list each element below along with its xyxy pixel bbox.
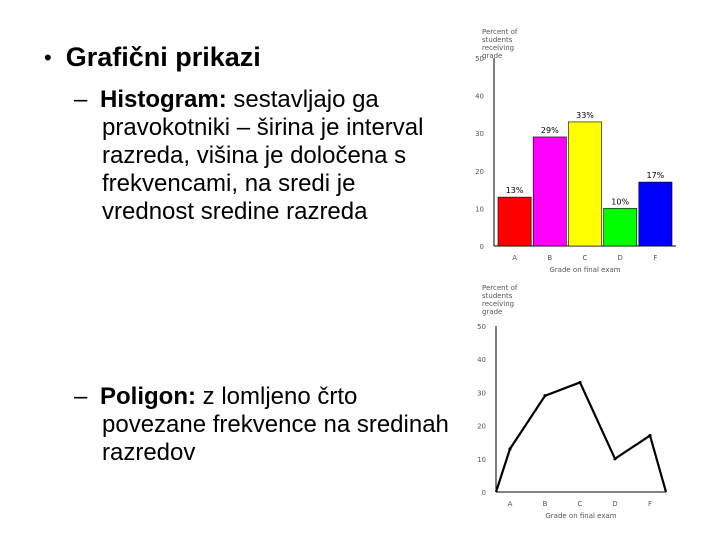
bar-data-label: 33% <box>576 110 594 120</box>
y-tick-label: 50 <box>477 323 486 331</box>
polygon-lead: z lomljeno črto <box>202 383 358 410</box>
x-tick-label: F <box>653 254 658 262</box>
x-tick-label: A <box>512 254 517 262</box>
histogram-bar-C <box>568 122 601 246</box>
histogram-term: Histogram: <box>100 86 227 113</box>
bar-data-label: 17% <box>646 171 665 181</box>
y-tick-label: 20 <box>477 422 486 431</box>
dash: – <box>74 86 88 113</box>
histogram-item <box>74 86 454 226</box>
bar-data-label: 13% <box>505 186 524 196</box>
y-tick-label: 10 <box>475 205 484 214</box>
x-tick-label: C <box>582 254 588 262</box>
bullet-dot-icon: • <box>44 44 52 70</box>
y-tick-label: 50 <box>475 55 484 63</box>
x-tick-label: F <box>647 500 653 508</box>
polygon-term: Poligon: <box>100 383 196 410</box>
polygon-point-F <box>648 434 651 437</box>
y-tick-label: 10 <box>477 455 486 464</box>
y-tick-label: 30 <box>477 389 486 398</box>
y-tick-label: 0 <box>479 243 484 251</box>
y-tick-label: 40 <box>477 356 486 365</box>
slide-heading: Grafični prikazi <box>65 42 261 72</box>
polygon-chart <box>470 282 690 538</box>
x-tick-label: D <box>617 254 623 262</box>
polygon-point-A <box>508 447 511 450</box>
polygon-item <box>74 383 454 467</box>
histogram-chart <box>470 22 690 284</box>
y-axis-label: Percent of students receiving grade <box>482 284 518 316</box>
polygon-point-B <box>543 394 546 397</box>
x-tick-label: A <box>507 500 513 508</box>
histogram-bar-A <box>498 197 531 246</box>
histogram-description: pravokotniki – širina je interval razreda, višina je določena s frekvencami, na sredi je vrednost sredine razreda <box>102 114 424 225</box>
x-tick-label: B <box>547 254 553 262</box>
y-tick-label: 0 <box>481 489 486 497</box>
histogram-bar-D <box>604 208 637 246</box>
histogram-bar-B <box>533 137 566 246</box>
x-axis-label: Grade on final exam <box>549 266 621 274</box>
histogram-svg <box>470 22 690 284</box>
y-axis-label: Percent of students receiving grade <box>482 28 518 60</box>
x-tick-label: B <box>542 500 548 508</box>
dash: – <box>74 383 88 410</box>
frequency-polygon-line <box>496 382 666 492</box>
x-tick-label: D <box>612 500 618 508</box>
x-tick-label: C <box>577 500 583 508</box>
bar-data-label: 29% <box>540 125 559 135</box>
polygon-svg <box>470 282 690 538</box>
y-tick-label: 20 <box>475 167 484 176</box>
histogram-lead: sestavljajo ga <box>233 86 379 113</box>
polygon-point-C <box>578 381 581 384</box>
main-bullet <box>44 42 261 73</box>
y-tick-label: 40 <box>475 92 484 101</box>
polygon-description: povezane frekvence na sredinah razredov <box>102 411 449 466</box>
histogram-bar-F <box>639 182 672 246</box>
x-axis-label: Grade on final exam <box>545 512 617 520</box>
bar-data-label: 10% <box>611 197 630 207</box>
y-tick-label: 30 <box>475 130 484 139</box>
polygon-point-D <box>613 457 616 460</box>
